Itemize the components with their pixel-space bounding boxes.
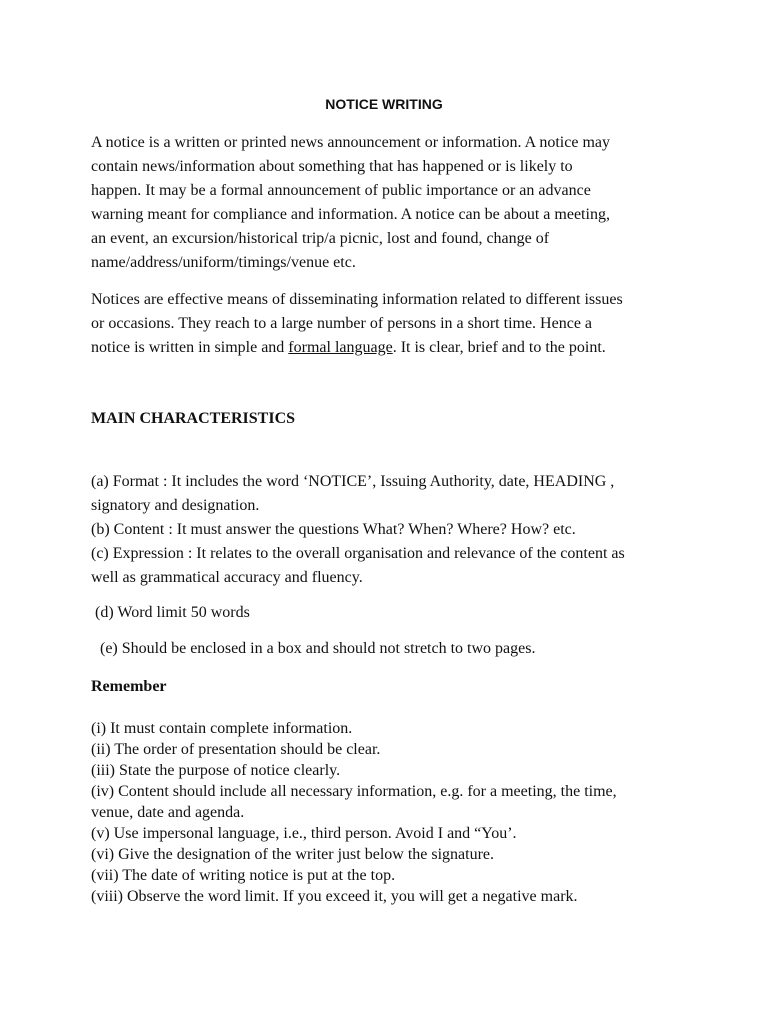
intro-line: an event, an excursion/historical trip/a picnic, lost and found, change of [91,230,550,247]
second-para-text: . It is clear, brief and to the point. [392,339,606,356]
second-para-line [91,336,691,360]
intro-line: warning meant for compliance and information. A notice can be about a meeting, [91,206,610,223]
intro-line: name/address/uniform/timings/venue etc. [91,254,356,271]
word-limit-item: (d) Word limit 50 words [95,604,250,621]
list-item: well as grammatical accuracy and fluency. [91,569,363,586]
remember-list [91,718,617,907]
list-item: (vii) The date of writing notice is put at the top. [91,867,396,884]
box-rule-item: (e) Should be enclosed in a box and should not stretch to two pages. [100,640,536,657]
characteristics-heading: MAIN CHARACTERISTICS [91,410,296,427]
list-item: venue, date and agenda. [91,804,245,821]
list-item: signatory and designation. [91,497,260,514]
list-item: (iv) Content should include all necessary information, e.g. for a meeting, the time, [91,783,617,800]
intro-paragraph [91,131,691,275]
list-item: (iii) State the purpose of notice clearly. [91,762,341,779]
list-item: (vi) Give the designation of the writer just below the signature. [91,846,495,863]
list-item: (a) Format : It includes the word ‘NOTICE’, Issuing Authority, date, HEADING , [91,473,615,490]
list-item: (i) It must contain complete information. [91,720,353,737]
characteristics-list [91,470,625,590]
list-item: (b) Content : It must answer the questions What? When? Where? How? etc. [91,521,576,538]
second-para-text: notice is written in simple and [91,339,289,356]
formal-language-underlined: formal language [288,339,393,356]
list-item: (v) Use impersonal language, i.e., third person. Avoid I and “You’. [91,825,517,842]
second-paragraph [91,288,691,360]
intro-line: happen. It may be a formal announcement of public importance or an advance [91,182,591,199]
intro-line: A notice is a written or printed news announcement or information. A notice may [91,134,610,151]
second-para-line: Notices are effective means of disseminating information related to different issues [91,291,623,308]
document-title: NOTICE WRITING [325,96,443,112]
list-item: (viii) Observe the word limit. If you exceed it, you will get a negative mark. [91,888,578,905]
intro-line: contain news/information about something that has happened or is likely to [91,158,573,175]
second-para-line: or occasions. They reach to a large number of persons in a short time. Hence a [91,315,593,332]
list-item: (c) Expression : It relates to the overall organisation and relevance of the content as [91,545,625,562]
list-item: (ii) The order of presentation should be clear. [91,741,381,758]
remember-heading: Remember [91,678,167,695]
